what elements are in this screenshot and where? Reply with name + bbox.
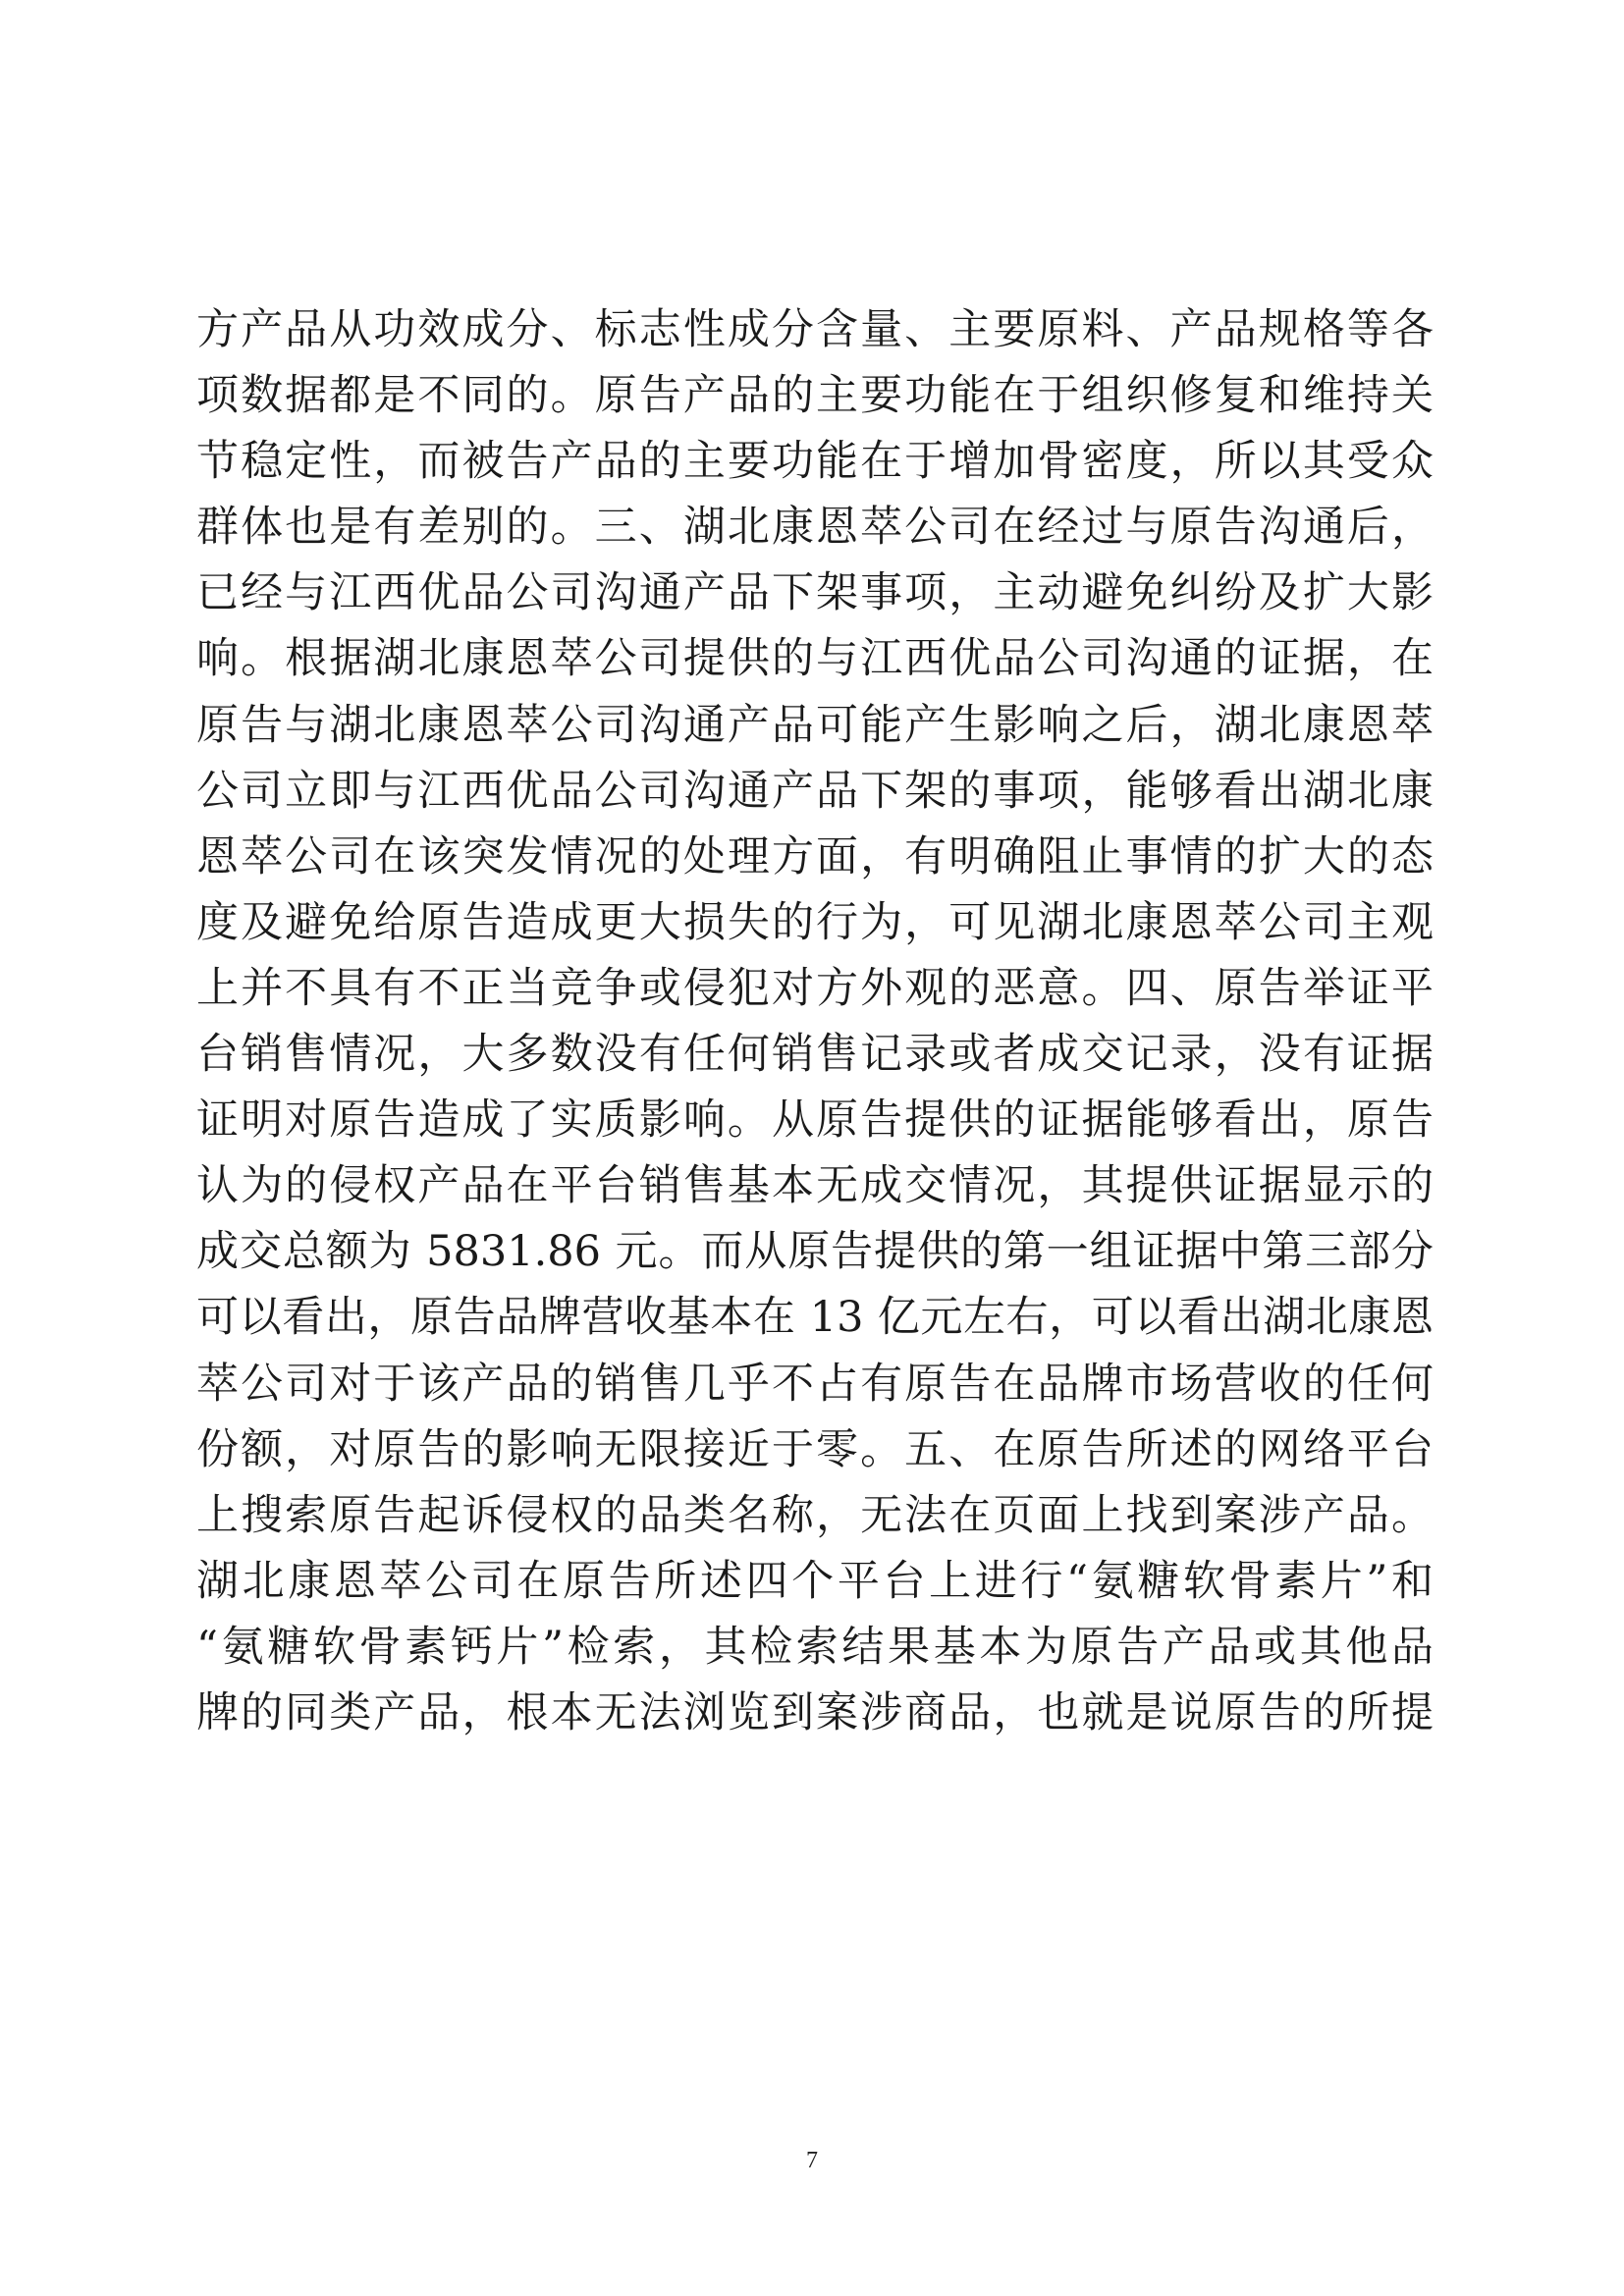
text-line: 恩萃公司在该突发情况的处理方面，有明确阻止事情的扩大的态 <box>196 831 1434 881</box>
text-line: 牌的同类产品，根本无法浏览到案涉商品，也就是说原告的所提 <box>196 1687 1434 1737</box>
text-line: 上搜索原告起诉侵权的品类名称，无法在页面上找到案涉产品。 <box>196 1490 1434 1540</box>
text-line: 已经与江西优品公司沟通产品下架事项，主动避免纠纷及扩大影 <box>196 568 1434 618</box>
text-line: 成交总额为 5831.86 元。而从原告提供的第一组证据中第三部分 <box>196 1227 1434 1277</box>
text-line: 湖北康恩萃公司在原告所述四个平台上进行“氨糖软骨素片”和 <box>196 1556 1434 1606</box>
text-line: 响。根据湖北康恩萃公司提供的与江西优品公司沟通的证据，在 <box>196 634 1434 684</box>
text-line: 原告与湖北康恩萃公司沟通产品可能产生影响之后，湖北康恩萃 <box>196 700 1434 750</box>
text-line: 上并不具有不正当竞争或侵犯对方外观的恶意。四、原告举证平 <box>196 963 1434 1013</box>
text-line: 度及避免给原告造成更大损失的行为，可见湖北康恩萃公司主观 <box>196 897 1434 947</box>
text-line: 可以看出，原告品牌营收基本在 13 亿元左右，可以看出湖北康恩 <box>196 1293 1434 1343</box>
page-number: 7 <box>806 2148 818 2173</box>
text-line: 方产品从功效成分、标志性成分含量、主要原料、产品规格等各 <box>196 305 1434 354</box>
text-line: 证明对原告造成了实质影响。从原告提供的证据能够看出，原告 <box>196 1095 1434 1146</box>
text-line: 萃公司对于该产品的销售几乎不占有原告在品牌市场营收的任何 <box>196 1359 1434 1409</box>
text-line: 份额，对原告的影响无限接近于零。五、在原告所述的网络平台 <box>196 1424 1434 1474</box>
body-text <box>196 297 1434 1746</box>
text-line: 节稳定性，而被告产品的主要功能在于增加骨密度，所以其受众 <box>196 437 1434 487</box>
text-line: 台销售情况，大多数没有任何销售记录或者成交记录，没有证据 <box>196 1030 1434 1080</box>
text-line: 公司立即与江西优品公司沟通产品下架的事项，能够看出湖北康 <box>196 766 1434 816</box>
text-line: 群体也是有差别的。三、湖北康恩萃公司在经过与原告沟通后， <box>196 503 1434 553</box>
text-line: 认为的侵权产品在平台销售基本无成交情况，其提供证据显示的 <box>196 1161 1434 1211</box>
text-line: 项数据都是不同的。原告产品的主要功能在于组织修复和维持关 <box>196 371 1434 421</box>
text-line: “氨糖软骨素钙片”检索，其检索结果基本为原告产品或其他品 <box>196 1622 1434 1672</box>
